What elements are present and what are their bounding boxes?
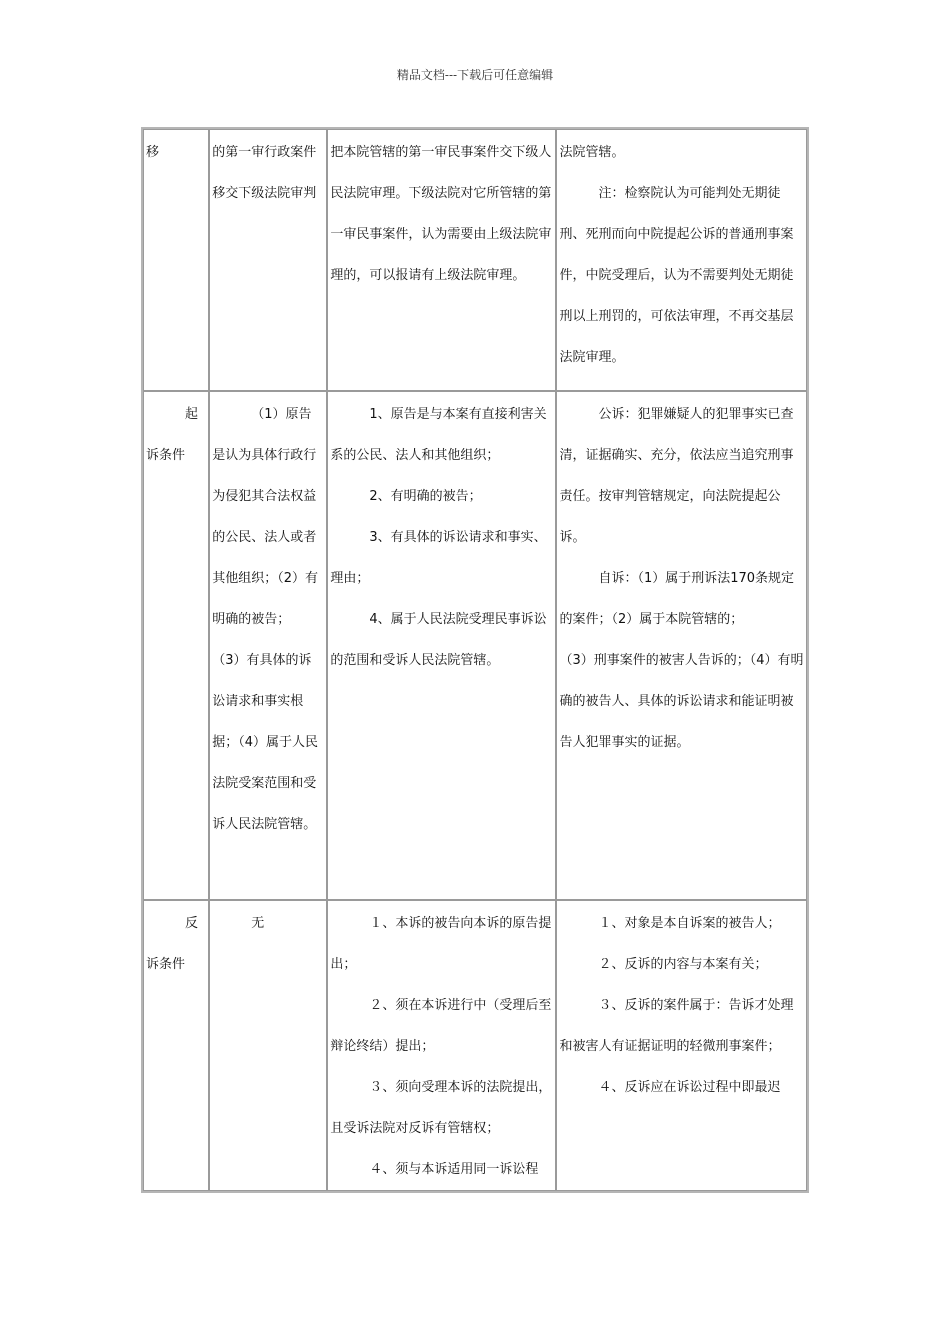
table-row	[143, 129, 807, 391]
table-row	[143, 391, 807, 899]
civil-cell	[327, 129, 556, 391]
administrative-cell	[209, 900, 327, 1191]
cell-text: ２、须在本诉进行中（受理后至辩论终结）提出；	[330, 997, 552, 1054]
cell-text: 2、有明确的被告；	[369, 489, 482, 505]
cell-text: （3）刑事案件的被害人告诉的；（4）有明确的被告人、具体的诉讼请求和能证明被告人犯罪事实的证据。	[559, 653, 804, 751]
civil-cell	[327, 391, 556, 899]
criminal-cell	[556, 129, 807, 391]
table-body	[143, 129, 807, 1191]
criminal-cell	[556, 900, 807, 1191]
cell-text: 公诉：犯罪嫌疑人的犯罪事实已查清，证据确实、充分，依法应当追究刑事责任。按审判管辖规定，向法院提起公诉。	[559, 407, 794, 546]
row-label-cell	[143, 129, 209, 391]
cell-text: （3）有具体的诉讼请求和事实根据；（4）属于人民法院受案范围和受诉人民法院管辖。	[212, 653, 318, 833]
cell-text: １、本诉的被告向本诉的原告提出；	[330, 915, 552, 972]
cell-text: 法院管辖。	[559, 145, 625, 160]
page-header: 精品文档---下载后可任意编辑	[396, 68, 554, 82]
cell-text: ４、反诉应在诉讼过程中即最迟	[598, 1079, 781, 1095]
cell-text: 把本院管辖的第一审民事案件交下级人民法院审理。下级法院对它所管辖的第一审民事案件，认为需要由上级法院审理的，可以报请有上级法院审理。	[330, 145, 552, 283]
civil-cell	[327, 900, 556, 1191]
cell-text: ３、须向受理本诉的法院提出，且受诉法院对反诉有管辖权；	[330, 1079, 552, 1136]
cell-text: ２、反诉的内容与本案有关；	[598, 956, 768, 972]
cell-text: 自诉：（1）属于刑诉法170条规定的案件；（2）属于本院管辖的；	[559, 571, 795, 628]
cell-text: ３、反诉的案件属于：告诉才处理和被害人有证据证明的轻微刑事案件；	[559, 997, 794, 1054]
cell-text: 4、属于人民法院受理民事诉讼的范围和受诉人民法院管辖。	[330, 612, 547, 669]
administrative-cell	[209, 391, 327, 899]
administrative-cell	[209, 129, 327, 391]
cell-text: 起诉条件	[146, 407, 199, 464]
cell-text: １、对象是本自诉案的被告人；	[598, 915, 781, 931]
cell-text: 3、有具体的诉讼请求和事实、理由；	[330, 530, 547, 587]
criminal-cell	[556, 391, 807, 899]
cell-text: （1）原告是认为具体行政行为侵犯其合法权益的公民、法人或者其他组织；（2）有明确的被告；	[212, 407, 318, 628]
cell-text: 的第一审行政案件移交下级法院审判	[212, 145, 317, 201]
cell-text: 移	[146, 145, 160, 160]
cell-text: 注：检察院认为可能判处无期徒刑、死刑而向中院提起公诉的普通刑事案件，中院受理后，认为不需要判处无期徒刑以上刑罚的，可依法审理，不再交基层法院审理。	[559, 186, 794, 365]
cell-text: ４、须与本诉适用同一诉讼程	[369, 1161, 539, 1177]
cell-text: 反诉条件	[146, 915, 199, 972]
cell-text: 无	[251, 915, 265, 931]
table-row	[143, 900, 807, 1191]
comparison-table	[141, 127, 809, 1193]
row-label-cell	[143, 391, 209, 899]
row-label-cell	[143, 900, 209, 1191]
cell-text: 1、原告是与本案有直接利害关系的公民、法人和其他组织；	[330, 407, 547, 464]
